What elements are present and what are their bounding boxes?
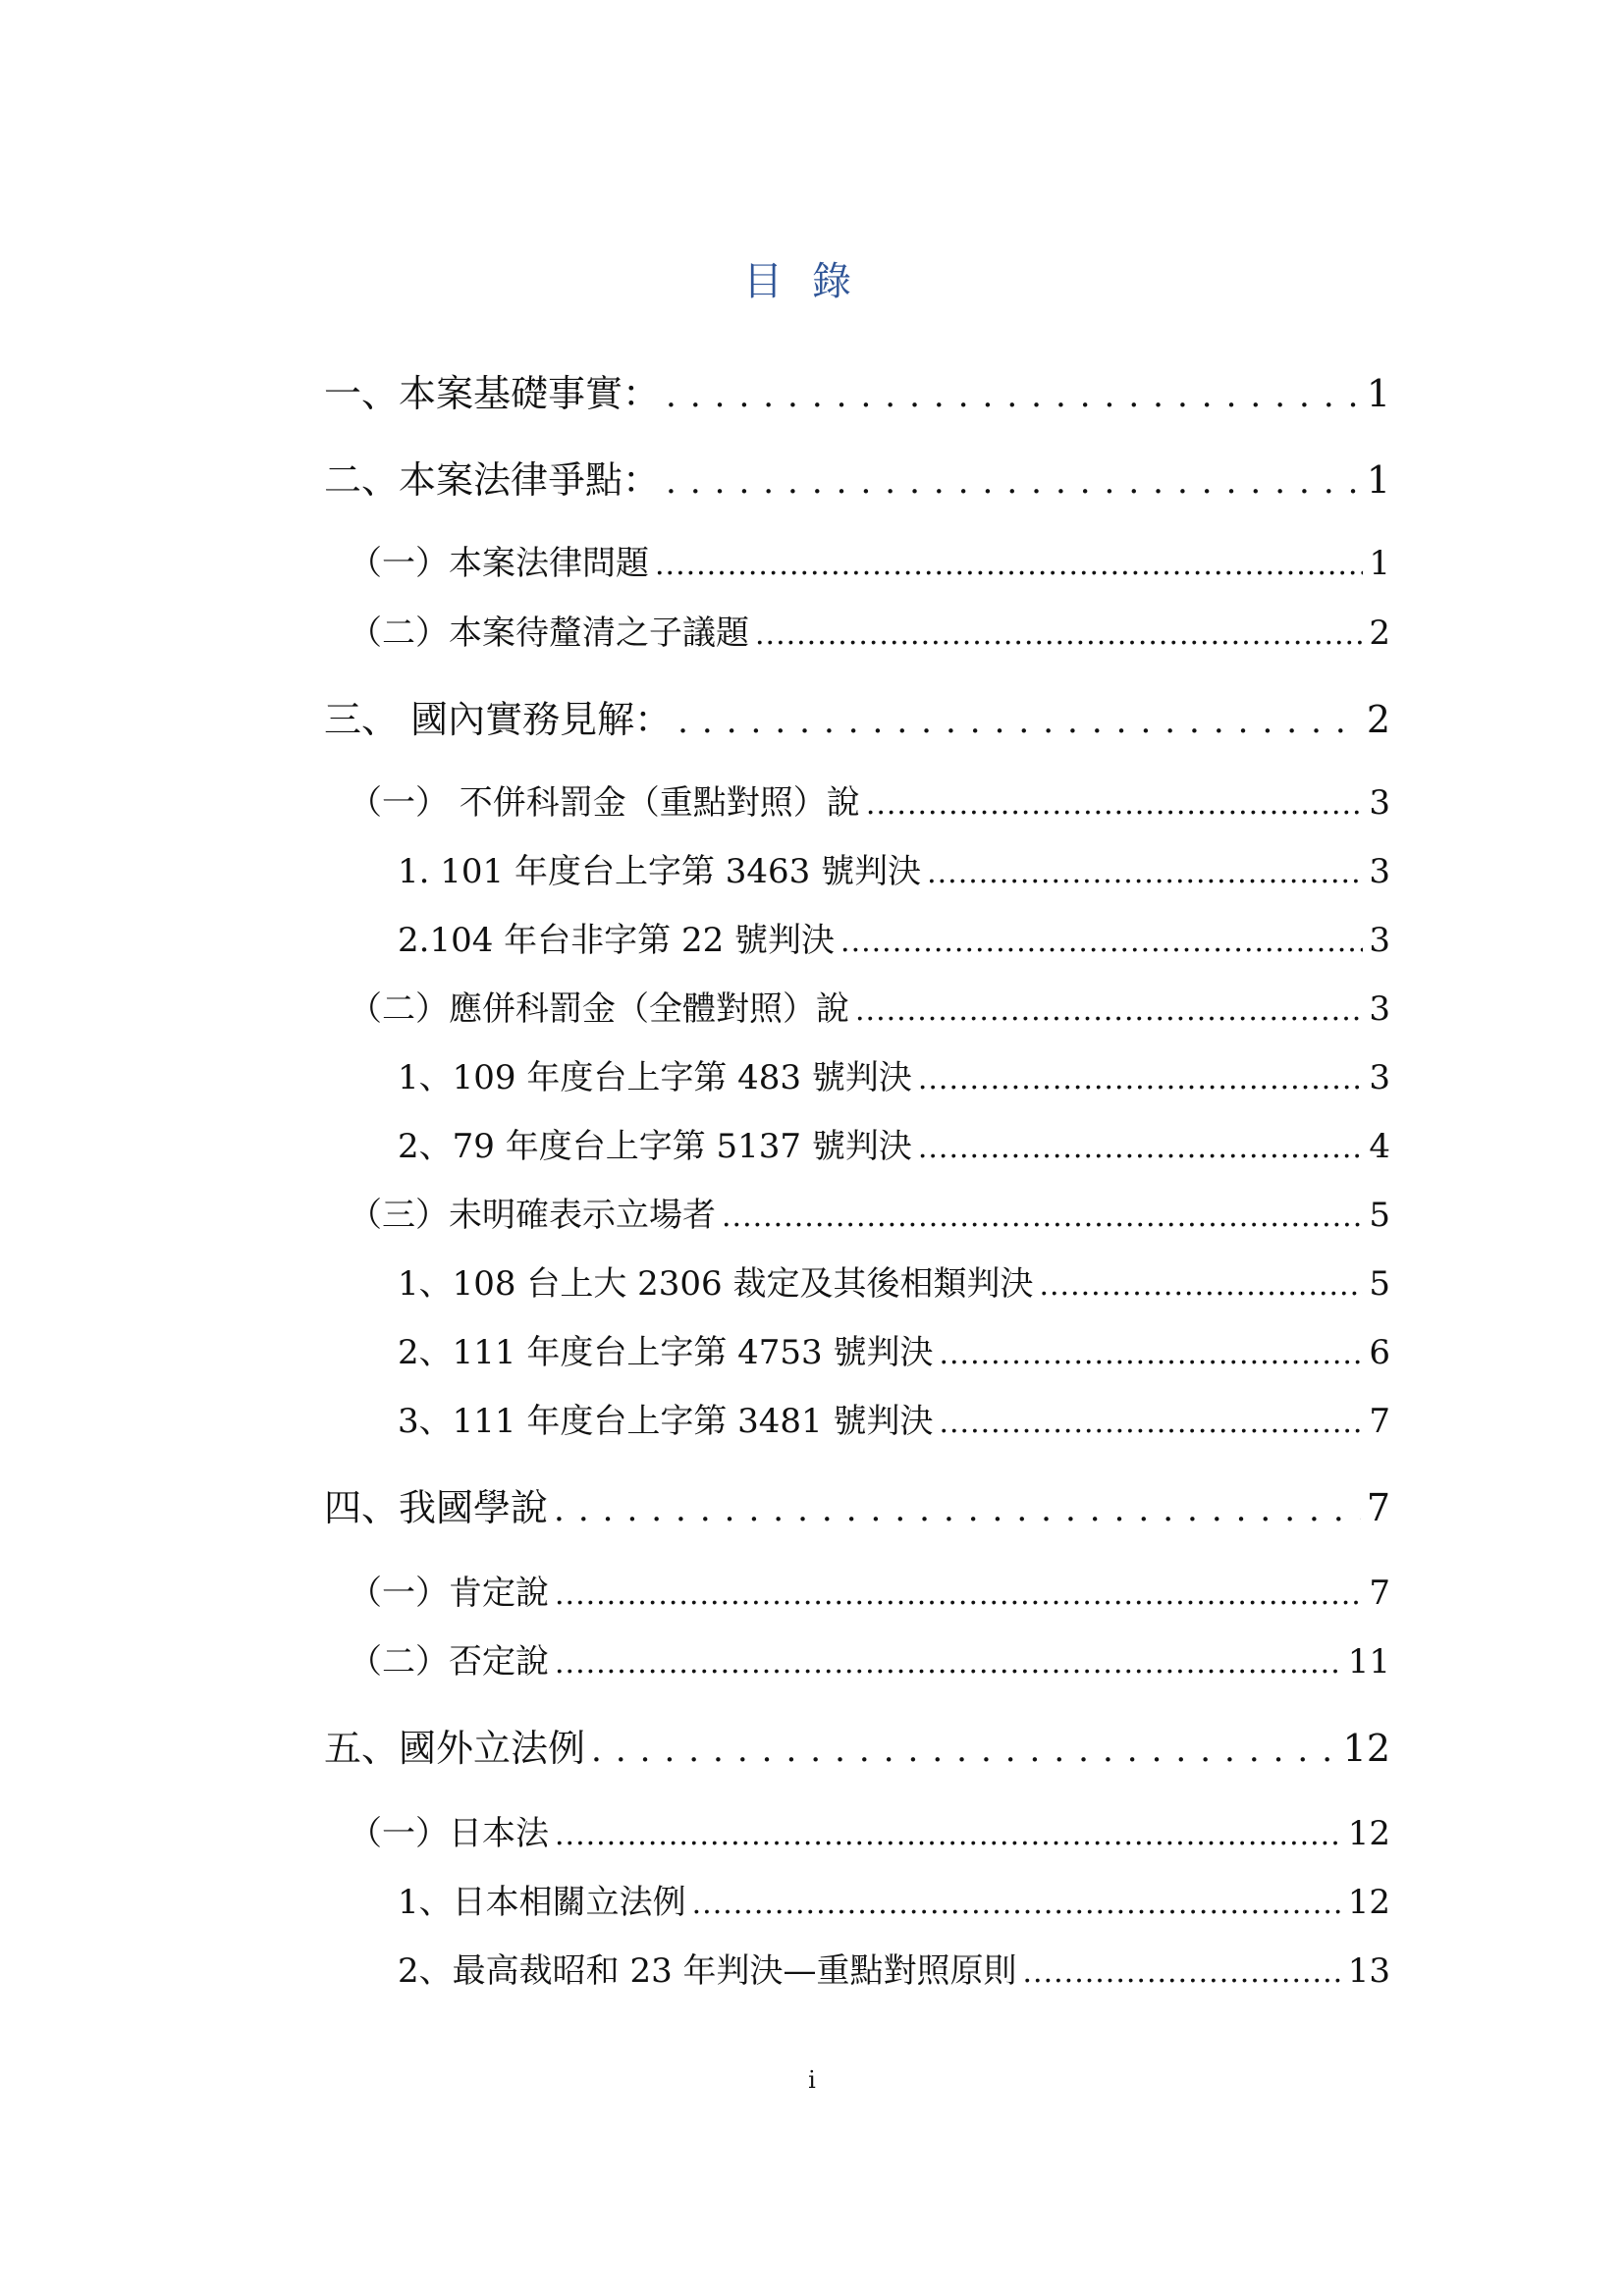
dot-leader bbox=[677, 702, 1361, 741]
toc-entry-label: 四、我國學說 bbox=[324, 1486, 549, 1529]
toc-entry-2-1[interactable] bbox=[349, 536, 1390, 581]
toc-entry-label: 1、日本相關立法例 bbox=[398, 1883, 686, 1922]
toc-entry-page: 2 bbox=[1366, 698, 1390, 741]
toc-title: 目錄 bbox=[743, 259, 881, 304]
toc-entry-page: 3 bbox=[1369, 1058, 1390, 1097]
toc-entry-5-1[interactable] bbox=[349, 1806, 1390, 1851]
dot-leader bbox=[555, 1646, 1342, 1681]
toc-entry-label: （一）肯定說 bbox=[349, 1574, 549, 1613]
toc-entry-3-3[interactable] bbox=[349, 1188, 1390, 1233]
dot-leader bbox=[939, 1337, 1363, 1371]
toc-entry-label: 2、最高裁昭和 23 年判決—重點對照原則 bbox=[398, 1951, 1017, 1991]
toc-entry-2[interactable] bbox=[324, 450, 1390, 502]
toc-entry-page: 12 bbox=[1347, 1883, 1390, 1922]
toc-entry-page: 7 bbox=[1369, 1574, 1390, 1613]
toc-entry-page: 11 bbox=[1347, 1642, 1390, 1682]
dot-leader bbox=[666, 376, 1361, 415]
toc-entry-3-1-2[interactable] bbox=[398, 913, 1390, 958]
toc-entry-3-3-3[interactable] bbox=[398, 1394, 1390, 1439]
dot-leader bbox=[666, 462, 1361, 502]
toc-entry-label: （二）否定說 bbox=[349, 1642, 549, 1682]
toc-entry-page: 1 bbox=[1369, 544, 1390, 583]
page-number: i bbox=[808, 2066, 816, 2094]
dot-leader bbox=[1023, 1955, 1342, 1990]
toc-entry-page: 13 bbox=[1347, 1951, 1390, 1991]
toc-entry-page: 3 bbox=[1369, 989, 1390, 1029]
dot-leader bbox=[554, 1490, 1361, 1529]
toc-entry-label: （一）本案法律問題 bbox=[349, 544, 649, 583]
toc-entry-3-3-2[interactable] bbox=[398, 1325, 1390, 1370]
toc-entry-page: 1 bbox=[1366, 458, 1390, 502]
toc-entry-page: 3 bbox=[1369, 852, 1390, 891]
toc-entry-label: 五、國外立法例 bbox=[324, 1727, 586, 1770]
toc-entry-5-1-2[interactable] bbox=[398, 1944, 1390, 1989]
toc-entry-page: 7 bbox=[1366, 1486, 1390, 1529]
toc-entry-3-2-2[interactable] bbox=[398, 1119, 1390, 1164]
dot-leader bbox=[722, 1200, 1363, 1234]
toc-entry-page: 1 bbox=[1366, 372, 1390, 415]
toc-entry-5[interactable] bbox=[324, 1718, 1390, 1770]
dot-leader bbox=[591, 1731, 1337, 1770]
dot-leader bbox=[840, 925, 1363, 959]
dot-leader bbox=[555, 1818, 1342, 1852]
toc-entry-3-2-1[interactable] bbox=[398, 1050, 1390, 1095]
toc-entry-5-1-1[interactable] bbox=[398, 1875, 1390, 1920]
toc-entry-label: 一、本案基礎事實： bbox=[324, 372, 661, 415]
toc-entry-page: 4 bbox=[1369, 1127, 1390, 1166]
toc-entry-3[interactable] bbox=[324, 689, 1390, 741]
toc-entry-2-2[interactable] bbox=[349, 606, 1390, 651]
dot-leader bbox=[918, 1062, 1364, 1096]
toc-entry-page: 12 bbox=[1347, 1814, 1390, 1853]
toc-entry-label: （一） 不併科罰金（重點對照）說 bbox=[349, 783, 860, 823]
toc-entry-page: 3 bbox=[1369, 783, 1390, 823]
dot-leader bbox=[555, 1577, 1363, 1612]
toc-entry-label: 2.104 年台非字第 22 號判決 bbox=[398, 921, 836, 960]
toc-entry-3-3-1[interactable] bbox=[398, 1256, 1390, 1302]
toc-entry-page: 7 bbox=[1369, 1402, 1390, 1441]
toc-entry-page: 6 bbox=[1369, 1333, 1390, 1372]
toc-entry-3-1-1[interactable] bbox=[398, 844, 1390, 889]
toc-entry-label: （三）未明確表示立場者 bbox=[349, 1196, 716, 1235]
toc-entry-page: 5 bbox=[1369, 1196, 1390, 1235]
dot-leader bbox=[655, 548, 1363, 582]
dot-leader bbox=[927, 856, 1363, 890]
dot-leader bbox=[866, 787, 1364, 822]
toc-entry-page: 3 bbox=[1369, 921, 1390, 960]
toc-entry-4-1[interactable] bbox=[349, 1566, 1390, 1611]
toc-entry-4-2[interactable] bbox=[349, 1634, 1390, 1680]
dot-leader bbox=[1039, 1268, 1363, 1303]
toc-entry-page: 2 bbox=[1369, 614, 1390, 653]
toc-entry-3-1[interactable] bbox=[349, 775, 1390, 821]
toc-entry-label: 3、111 年度台上字第 3481 號判決 bbox=[398, 1402, 934, 1441]
dot-leader bbox=[939, 1406, 1363, 1440]
toc-entry-label: 2、111 年度台上字第 4753 號判決 bbox=[398, 1333, 934, 1372]
toc-entry-label: （二）應併科罰金（全體對照）說 bbox=[349, 989, 849, 1029]
dot-leader bbox=[855, 993, 1363, 1028]
toc-entry-page: 12 bbox=[1342, 1727, 1390, 1770]
toc-entry-1[interactable] bbox=[324, 363, 1390, 415]
toc-entry-label: 二、本案法律爭點： bbox=[324, 458, 661, 502]
dot-leader bbox=[918, 1131, 1364, 1165]
toc-entry-3-2[interactable] bbox=[349, 982, 1390, 1027]
toc-entry-label: 1. 101 年度台上字第 3463 號判決 bbox=[398, 852, 922, 891]
toc-entry-label: 2、79 年度台上字第 5137 號判決 bbox=[398, 1127, 912, 1166]
toc-entry-4[interactable] bbox=[324, 1477, 1390, 1529]
toc-entry-label: 1、109 年度台上字第 483 號判決 bbox=[398, 1058, 912, 1097]
toc-entry-page: 5 bbox=[1369, 1264, 1390, 1304]
dot-leader bbox=[692, 1887, 1342, 1921]
toc-entry-label: 1、108 台上大 2306 裁定及其後相類判決 bbox=[398, 1264, 1034, 1304]
toc-entry-label: （二）本案待釐清之子議題 bbox=[349, 614, 749, 653]
toc-entry-label: 三、 國內實務見解： bbox=[324, 698, 673, 741]
toc-entry-label: （一）日本法 bbox=[349, 1814, 549, 1853]
dot-leader bbox=[755, 617, 1363, 652]
